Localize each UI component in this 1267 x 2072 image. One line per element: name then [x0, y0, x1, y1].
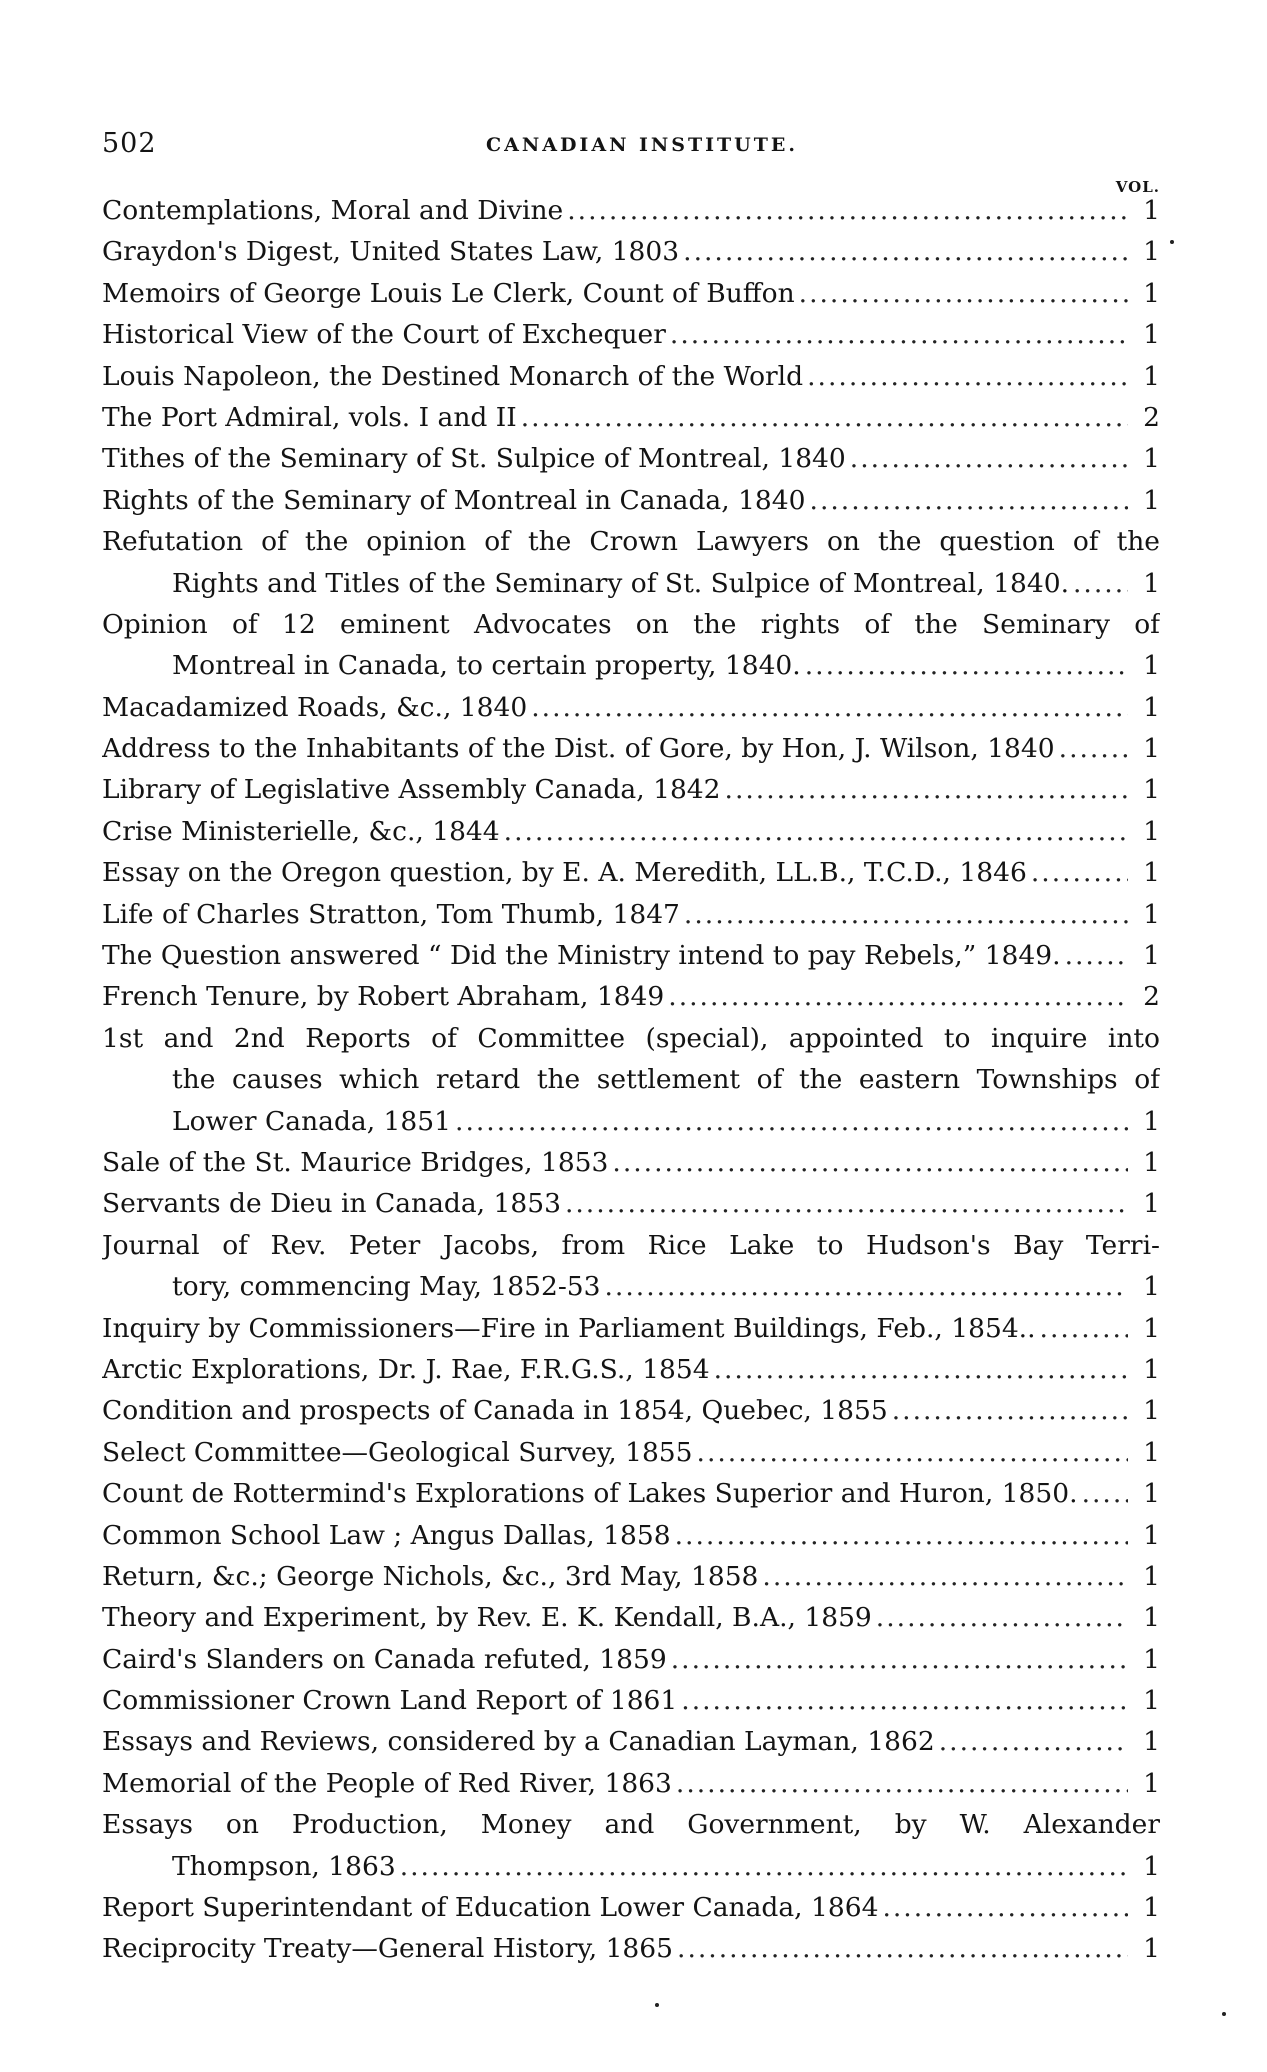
volume-count: 1 [1143, 1436, 1160, 1468]
volume-count: 1 [1143, 1602, 1160, 1634]
entry-line [102, 273, 1160, 314]
entry-line [102, 769, 1160, 810]
entry-title: Rights of the Seminary of Montreal in Canada, 1840 [102, 484, 806, 516]
dot-leader [676, 1763, 1128, 1804]
entry-title: Condition and prospects of Canada in 1854, Quebec, 1855 [102, 1395, 888, 1427]
volume-count: 1 [1143, 567, 1160, 599]
entry-title: Historical View of the Court of Exchequer [102, 319, 666, 351]
entry-line [102, 1225, 1160, 1266]
entry-line [102, 1556, 1160, 1597]
catalogue-entry [102, 1515, 1160, 1556]
volume-count: 1 [1143, 443, 1160, 475]
entry-title: Caird's Slanders on Canada refuted, 1859 [102, 1643, 667, 1675]
catalogue-entry [102, 1639, 1160, 1680]
catalogue-entry [102, 1928, 1160, 1969]
entry-line [102, 1308, 1160, 1349]
entry-title: Count de Rottermind's Explorations of Lakes Superior and Huron, 1850. [102, 1478, 1078, 1510]
entry-title: Library of Legislative Assembly Canada, 1842 [102, 774, 721, 806]
dot-leader [697, 1432, 1128, 1473]
entry-title: Rights and Titles of the Seminary of St. Sulpice of Montreal, 1840. [172, 567, 1069, 599]
dot-leader [805, 645, 1128, 686]
entry-line [102, 1101, 1160, 1142]
entry-title: French Tenure, by Robert Abraham, 1849 [102, 981, 665, 1013]
entry-title: Essays and Reviews, considered by a Canadian Layman, 1862 [102, 1726, 935, 1758]
dot-leader [810, 480, 1128, 521]
entry-line [102, 811, 1160, 852]
entry-line [102, 480, 1160, 521]
entry-line [102, 1639, 1160, 1680]
entry-title: tory, commencing May, 1852-53 [172, 1271, 601, 1303]
dot-leader [671, 1639, 1128, 1680]
entry-title: Opinion of 12 eminent Advocates on the rights of the Seminary of [102, 608, 1160, 640]
entry-title: Commissioner Crown Land Report of 1861 [102, 1685, 678, 1717]
volume-count: 1 [1143, 815, 1160, 847]
entry-line [102, 356, 1160, 397]
entry-line [102, 521, 1160, 562]
print-speck [1170, 240, 1174, 244]
catalogue-entry [102, 1473, 1160, 1514]
dot-leader [892, 1390, 1128, 1431]
volume-count: 1 [1143, 1892, 1160, 1924]
dot-leader [504, 811, 1128, 852]
volume-count: 1 [1143, 733, 1160, 765]
volume-count: 1 [1143, 1353, 1160, 1385]
catalogue-entry [102, 438, 1160, 479]
entry-line [102, 604, 1160, 645]
entry-title: Theory and Experiment, by Rev. E. K. Kendall, B.A., 1859 [102, 1602, 872, 1634]
dot-leader [400, 1846, 1128, 1887]
entry-line [102, 1018, 1160, 1059]
volume-count: 1 [1143, 236, 1160, 268]
catalogue-entry [102, 811, 1160, 852]
catalogue-list [102, 190, 1160, 1970]
dot-leader [565, 1183, 1128, 1224]
volume-count: 1 [1143, 319, 1160, 351]
dot-leader [1082, 1473, 1128, 1514]
entry-title: Louis Napoleon, the Destined Monarch of the World [102, 360, 804, 392]
volume-count: 1 [1143, 1643, 1160, 1675]
volume-count: 1 [1143, 1726, 1160, 1758]
catalogue-entry [102, 1225, 1160, 1308]
entry-title: Address to the Inhabitants of the Dist. of Gore, by Hon, J. Wilson, 1840 [102, 733, 1055, 765]
catalogue-entry [102, 1804, 1160, 1887]
catalogue-entry [102, 1432, 1160, 1473]
catalogue-entry [102, 1887, 1160, 1928]
page-number: 502 [102, 128, 157, 159]
entry-title: Montreal in Canada, to certain property, 1840. [172, 650, 801, 682]
entry-title: Lower Canada, 1851 [172, 1105, 452, 1137]
entry-line [102, 1846, 1160, 1887]
catalogue-entry [102, 769, 1160, 810]
catalogue-entry [102, 231, 1160, 272]
entry-line [102, 1597, 1160, 1638]
entry-title: Report Superintendant of Education Lower Canada, 1864 [102, 1892, 879, 1924]
catalogue-entry [102, 1142, 1160, 1183]
catalogue-entry [102, 1349, 1160, 1390]
entry-line [102, 397, 1160, 438]
running-head: CANADIAN INSTITUTE. [485, 134, 798, 156]
catalogue-entry [102, 397, 1160, 438]
dot-leader [799, 273, 1128, 314]
dot-leader [675, 1515, 1128, 1556]
entry-line [102, 1928, 1160, 1969]
entry-line [102, 190, 1160, 231]
entry-line [102, 1804, 1160, 1845]
entry-line [102, 563, 1160, 604]
volume-count: 1 [1143, 1685, 1160, 1717]
volume-count: 1 [1143, 1850, 1160, 1882]
catalogue-entry [102, 1556, 1160, 1597]
volume-count: 1 [1143, 1271, 1160, 1303]
page-header [102, 128, 1182, 168]
dot-leader [668, 976, 1128, 1017]
entry-title: 1st and 2nd Reports of Committee (special), appointed to inquire into [102, 1022, 1160, 1054]
volume-count: 1 [1143, 1105, 1160, 1137]
catalogue-entry [102, 728, 1160, 769]
entry-line [102, 438, 1160, 479]
dot-leader [725, 769, 1128, 810]
entry-line [102, 1432, 1160, 1473]
entry-title: The Port Admiral, vols. I and II [102, 401, 517, 433]
dot-leader [714, 1349, 1128, 1390]
catalogue-entry [102, 604, 1160, 687]
volume-count: 1 [1143, 1312, 1160, 1344]
entry-line [102, 894, 1160, 935]
catalogue-entry [102, 1390, 1160, 1431]
volume-count: 2 [1143, 401, 1160, 433]
entry-title: Macadamized Roads, &c., 1840 [102, 691, 528, 723]
dot-leader [1059, 728, 1128, 769]
catalogue-entry [102, 521, 1160, 604]
catalogue-entry [102, 480, 1160, 521]
entry-title: Reciprocity Treaty—General History, 1865 [102, 1933, 674, 1965]
dot-leader [681, 1680, 1128, 1721]
entry-title: Crise Ministerielle, &c., 1844 [102, 815, 500, 847]
volume-count: 1 [1143, 650, 1160, 682]
entry-line [102, 645, 1160, 686]
entry-line [102, 728, 1160, 769]
entry-line [102, 314, 1160, 355]
catalogue-entry [102, 1183, 1160, 1224]
volume-count: 1 [1143, 1478, 1160, 1510]
dot-leader [683, 231, 1128, 272]
dot-leader [939, 1721, 1128, 1762]
entry-line [102, 1183, 1160, 1224]
print-speck [1222, 2012, 1226, 2016]
volume-count: 1 [1143, 1188, 1160, 1220]
volume-count: 1 [1143, 195, 1160, 226]
dot-leader [612, 1142, 1128, 1183]
entry-line [102, 1763, 1160, 1804]
catalogue-entry [102, 314, 1160, 355]
volume-count: 1 [1143, 857, 1160, 889]
entry-title: The Question answered “ Did the Ministry intend to pay Rebels,” 1849. [102, 940, 1061, 972]
volume-count: 1 [1143, 360, 1160, 392]
dot-leader [807, 356, 1128, 397]
volume-count: 1 [1143, 691, 1160, 723]
catalogue-entry [102, 976, 1160, 1017]
catalogue-entry [102, 190, 1160, 231]
entry-title: Return, &c.; George Nichols, &c., 3rd May, 1858 [102, 1560, 759, 1592]
entry-title: Graydon's Digest, United States Law, 1803 [102, 236, 680, 268]
catalogue-entry [102, 852, 1160, 893]
volume-count: 1 [1143, 1933, 1160, 1965]
entry-line [102, 1266, 1160, 1307]
dot-leader [1065, 935, 1128, 976]
entry-line [102, 1142, 1160, 1183]
entry-line [102, 231, 1160, 272]
dot-leader [882, 1887, 1128, 1928]
entry-title: Sale of the St. Maurice Bridges, 1853 [102, 1146, 609, 1178]
dot-leader [876, 1597, 1128, 1638]
dot-leader [1031, 852, 1128, 893]
volume-count: 1 [1143, 898, 1160, 930]
entry-line [102, 1680, 1160, 1721]
catalogue-entry [102, 1680, 1160, 1721]
entry-title: Select Committee—Geological Survey, 1855 [102, 1436, 693, 1468]
dot-leader [684, 894, 1128, 935]
dot-leader [1040, 1308, 1128, 1349]
dot-leader [850, 438, 1128, 479]
entry-title: Thompson, 1863 [172, 1850, 396, 1882]
volume-count: 2 [1143, 981, 1160, 1013]
entry-line [102, 1887, 1160, 1928]
dot-leader [531, 687, 1128, 728]
entry-line [102, 1515, 1160, 1556]
catalogue-entry [102, 687, 1160, 728]
entry-title: Essays on Production, Money and Government, by W. Alexander [102, 1809, 1160, 1841]
entry-title: Memorial of the People of Red River, 1863 [102, 1767, 672, 1799]
volume-column-header: VOL. [1115, 178, 1160, 196]
volume-count: 1 [1143, 940, 1160, 972]
entry-line [102, 1349, 1160, 1390]
dot-leader [1073, 563, 1128, 604]
catalogue-entry [102, 273, 1160, 314]
volume-count: 1 [1143, 774, 1160, 806]
entry-title: Essay on the Oregon question, by E. A. Meredith, LL.B., T.C.D., 1846 [102, 857, 1027, 889]
catalogue-entry [102, 1721, 1160, 1762]
catalogue-entry [102, 935, 1160, 976]
dot-leader [455, 1101, 1128, 1142]
entry-title: Servants de Dieu in Canada, 1853 [102, 1188, 561, 1220]
entry-title: Refutation of the opinion of the Crown Lawyers on the question of the [102, 526, 1160, 558]
entry-title: the causes which retard the settlement of the eastern Townships of [172, 1064, 1160, 1096]
volume-count: 1 [1143, 1519, 1160, 1551]
entry-title: Common School Law ; Angus Dallas, 1858 [102, 1519, 671, 1551]
entry-line [102, 1059, 1160, 1100]
entry-line [102, 687, 1160, 728]
catalogue-entry [102, 1597, 1160, 1638]
dot-leader [677, 1928, 1128, 1969]
entry-title: Memoirs of George Louis Le Clerk, Count of Buffon [102, 277, 795, 309]
volume-count: 1 [1143, 1395, 1160, 1427]
catalogue-entry [102, 1018, 1160, 1142]
catalogue-entry [102, 1308, 1160, 1349]
entry-line [102, 976, 1160, 1017]
print-speck [655, 2003, 659, 2007]
entry-title: Arctic Explorations, Dr. J. Rae, F.R.G.S., 1854 [102, 1353, 710, 1385]
volume-count: 1 [1143, 1560, 1160, 1592]
dot-leader [605, 1266, 1129, 1307]
dot-leader [762, 1556, 1128, 1597]
catalogue-entry [102, 894, 1160, 935]
catalogue-entry [102, 356, 1160, 397]
entry-title: Inquiry by Commissioners—Fire in Parliament Buildings, Feb., 1854.. [102, 1312, 1036, 1344]
entry-title: Tithes of the Seminary of St. Sulpice of Montreal, 1840 [102, 443, 846, 475]
entry-line [102, 1473, 1160, 1514]
entry-line [102, 1390, 1160, 1431]
entry-title: Journal of Rev. Peter Jacobs, from Rice Lake to Hudson's Bay Terri- [102, 1229, 1160, 1261]
volume-count: 1 [1143, 1146, 1160, 1178]
dot-leader [670, 314, 1128, 355]
entry-title: Life of Charles Stratton, Tom Thumb, 1847 [102, 898, 680, 930]
volume-count: 1 [1143, 1767, 1160, 1799]
dot-leader [567, 190, 1128, 231]
entry-line [102, 852, 1160, 893]
volume-count: 1 [1143, 484, 1160, 516]
entry-line [102, 1721, 1160, 1762]
catalogue-entry [102, 1763, 1160, 1804]
dot-leader [521, 397, 1128, 438]
entry-title: Contemplations, Moral and Divine [102, 195, 564, 226]
entry-line [102, 935, 1160, 976]
volume-count: 1 [1143, 277, 1160, 309]
